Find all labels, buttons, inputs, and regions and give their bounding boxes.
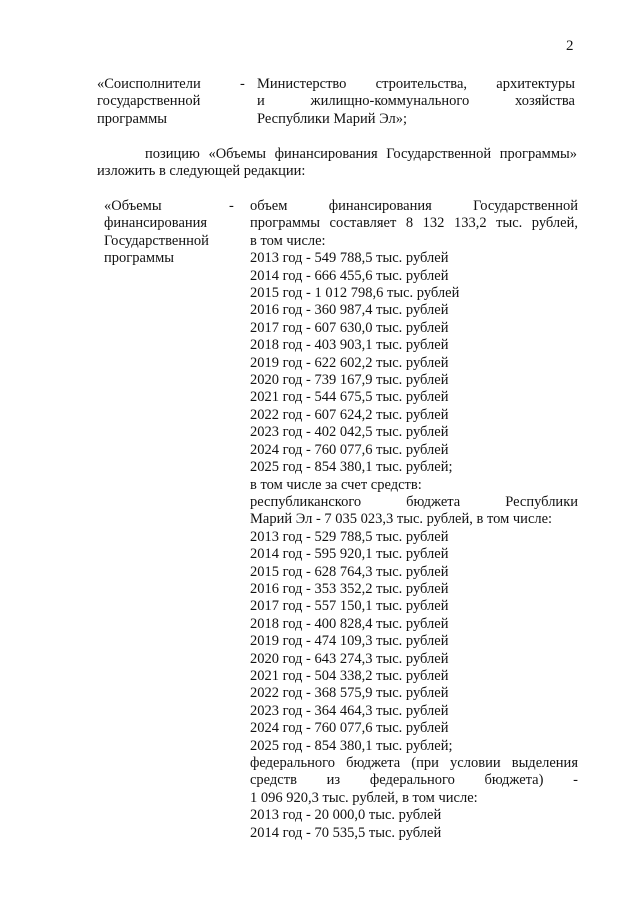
- republic-year-line: 2016 год - 353 352,2 тыс. рублей: [250, 580, 449, 597]
- page-number: 2: [566, 38, 574, 54]
- federal-budget-line: средств из федерального бюджета) -: [250, 772, 578, 789]
- republic-year-line: 2013 год - 529 788,5 тыс. рублей: [250, 528, 449, 545]
- coexecutors-value: [257, 76, 575, 128]
- total-year-line: 2025 год - 854 380,1 тыс. рублей;: [250, 459, 453, 476]
- total-year-line: 2021 год - 544 675,5 тыс. рублей: [250, 389, 449, 406]
- federal-year-line: 2013 год - 20 000,0 тыс. рублей: [250, 807, 442, 824]
- republic-year-line: 2014 год - 595 920,1 тыс. рублей: [250, 546, 449, 563]
- financing-dash: -: [229, 198, 234, 214]
- republic-year-line: 2020 год - 643 274,3 тыс. рублей: [250, 650, 449, 667]
- intro-line: изложить в следующей редакции:: [97, 163, 306, 180]
- total-year-line: 2019 год - 622 602,2 тыс. рублей: [250, 354, 449, 371]
- republic-year-line: 2018 год - 400 828,4 тыс. рублей: [250, 615, 449, 632]
- total-year-line: 2017 год - 607 630,0 тыс. рублей: [250, 319, 449, 336]
- financing-label-line: программы: [104, 250, 174, 267]
- republic-budget-line: республиканского бюджета Республики: [250, 493, 578, 510]
- total-year-line: 2020 год - 739 167,9 тыс. рублей: [250, 372, 449, 389]
- financing-label-line: Государственной: [104, 232, 209, 249]
- coexecutors-label-line: «Соисполнители: [97, 76, 201, 92]
- financing-total-line: объем финансирования Государственной: [250, 198, 578, 214]
- total-year-line: 2023 год - 402 042,5 тыс. рублей: [250, 424, 449, 441]
- coexecutors-value-line: Министерство строительства, архитектуры: [257, 76, 575, 92]
- total-year-line: 2018 год - 403 903,1 тыс. рублей: [250, 337, 449, 354]
- total-year-line: 2013 год - 549 788,5 тыс. рублей: [250, 250, 449, 267]
- republic-year-line: 2015 год - 628 764,3 тыс. рублей: [250, 563, 449, 580]
- coexecutors-label-line: государственной: [97, 93, 201, 110]
- financing-value: [250, 198, 578, 842]
- total-year-line: 2016 год - 360 987,4 тыс. рублей: [250, 302, 449, 319]
- financing-label-line: финансирования: [104, 215, 208, 232]
- total-year-line: 2024 год - 760 077,6 тыс. рублей: [250, 441, 449, 458]
- financing-total-line: в том числе:: [250, 232, 326, 249]
- financing-total-line: программы составляет 8 132 133,2 тыс. рублей,: [250, 215, 578, 232]
- financing-label: [104, 198, 244, 268]
- coexecutors-label-line: программы: [97, 110, 167, 127]
- republic-year-line: 2023 год - 364 464,3 тыс. рублей: [250, 702, 449, 719]
- intro-line: позицию «Объемы финансирования Государственной программы»: [145, 146, 577, 162]
- federal-year-line: 2014 год - 70 535,5 тыс. рублей: [250, 824, 442, 841]
- coexecutors-value-line: Республики Марий Эл»;: [257, 110, 407, 127]
- federal-budget-line: 1 096 920,3 тыс. рублей, в том числе:: [250, 789, 478, 806]
- financing-label-line: «Объемы: [104, 198, 162, 214]
- republic-year-line: 2021 год - 504 338,2 тыс. рублей: [250, 667, 449, 684]
- republic-year-line: 2019 год - 474 109,3 тыс. рублей: [250, 633, 449, 650]
- republic-year-line: 2017 год - 557 150,1 тыс. рублей: [250, 598, 449, 615]
- coexecutors-dash: -: [240, 76, 245, 92]
- coexecutors-label: [97, 76, 227, 128]
- intro-paragraph: [97, 146, 577, 181]
- federal-budget-line: федерального бюджета (при условии выделения: [250, 755, 578, 771]
- coexecutors-value-line: и жилищно-коммунального хозяйства: [257, 93, 575, 110]
- republic-budget-line: Марий Эл - 7 035 023,3 тыс. рублей, в том числе:: [250, 511, 553, 528]
- total-year-line: 2022 год - 607 624,2 тыс. рублей: [250, 406, 449, 423]
- total-year-line: 2014 год - 666 455,6 тыс. рублей: [250, 267, 449, 284]
- republic-year-line: 2022 год - 368 575,9 тыс. рублей: [250, 685, 449, 702]
- sources-intro: в том числе за счет средств:: [250, 476, 422, 493]
- total-year-line: 2015 год - 1 012 798,6 тыс. рублей: [250, 285, 460, 302]
- republic-year-line: 2024 год - 760 077,6 тыс. рублей: [250, 720, 449, 737]
- republic-year-line: 2025 год - 854 380,1 тыс. рублей;: [250, 737, 453, 754]
